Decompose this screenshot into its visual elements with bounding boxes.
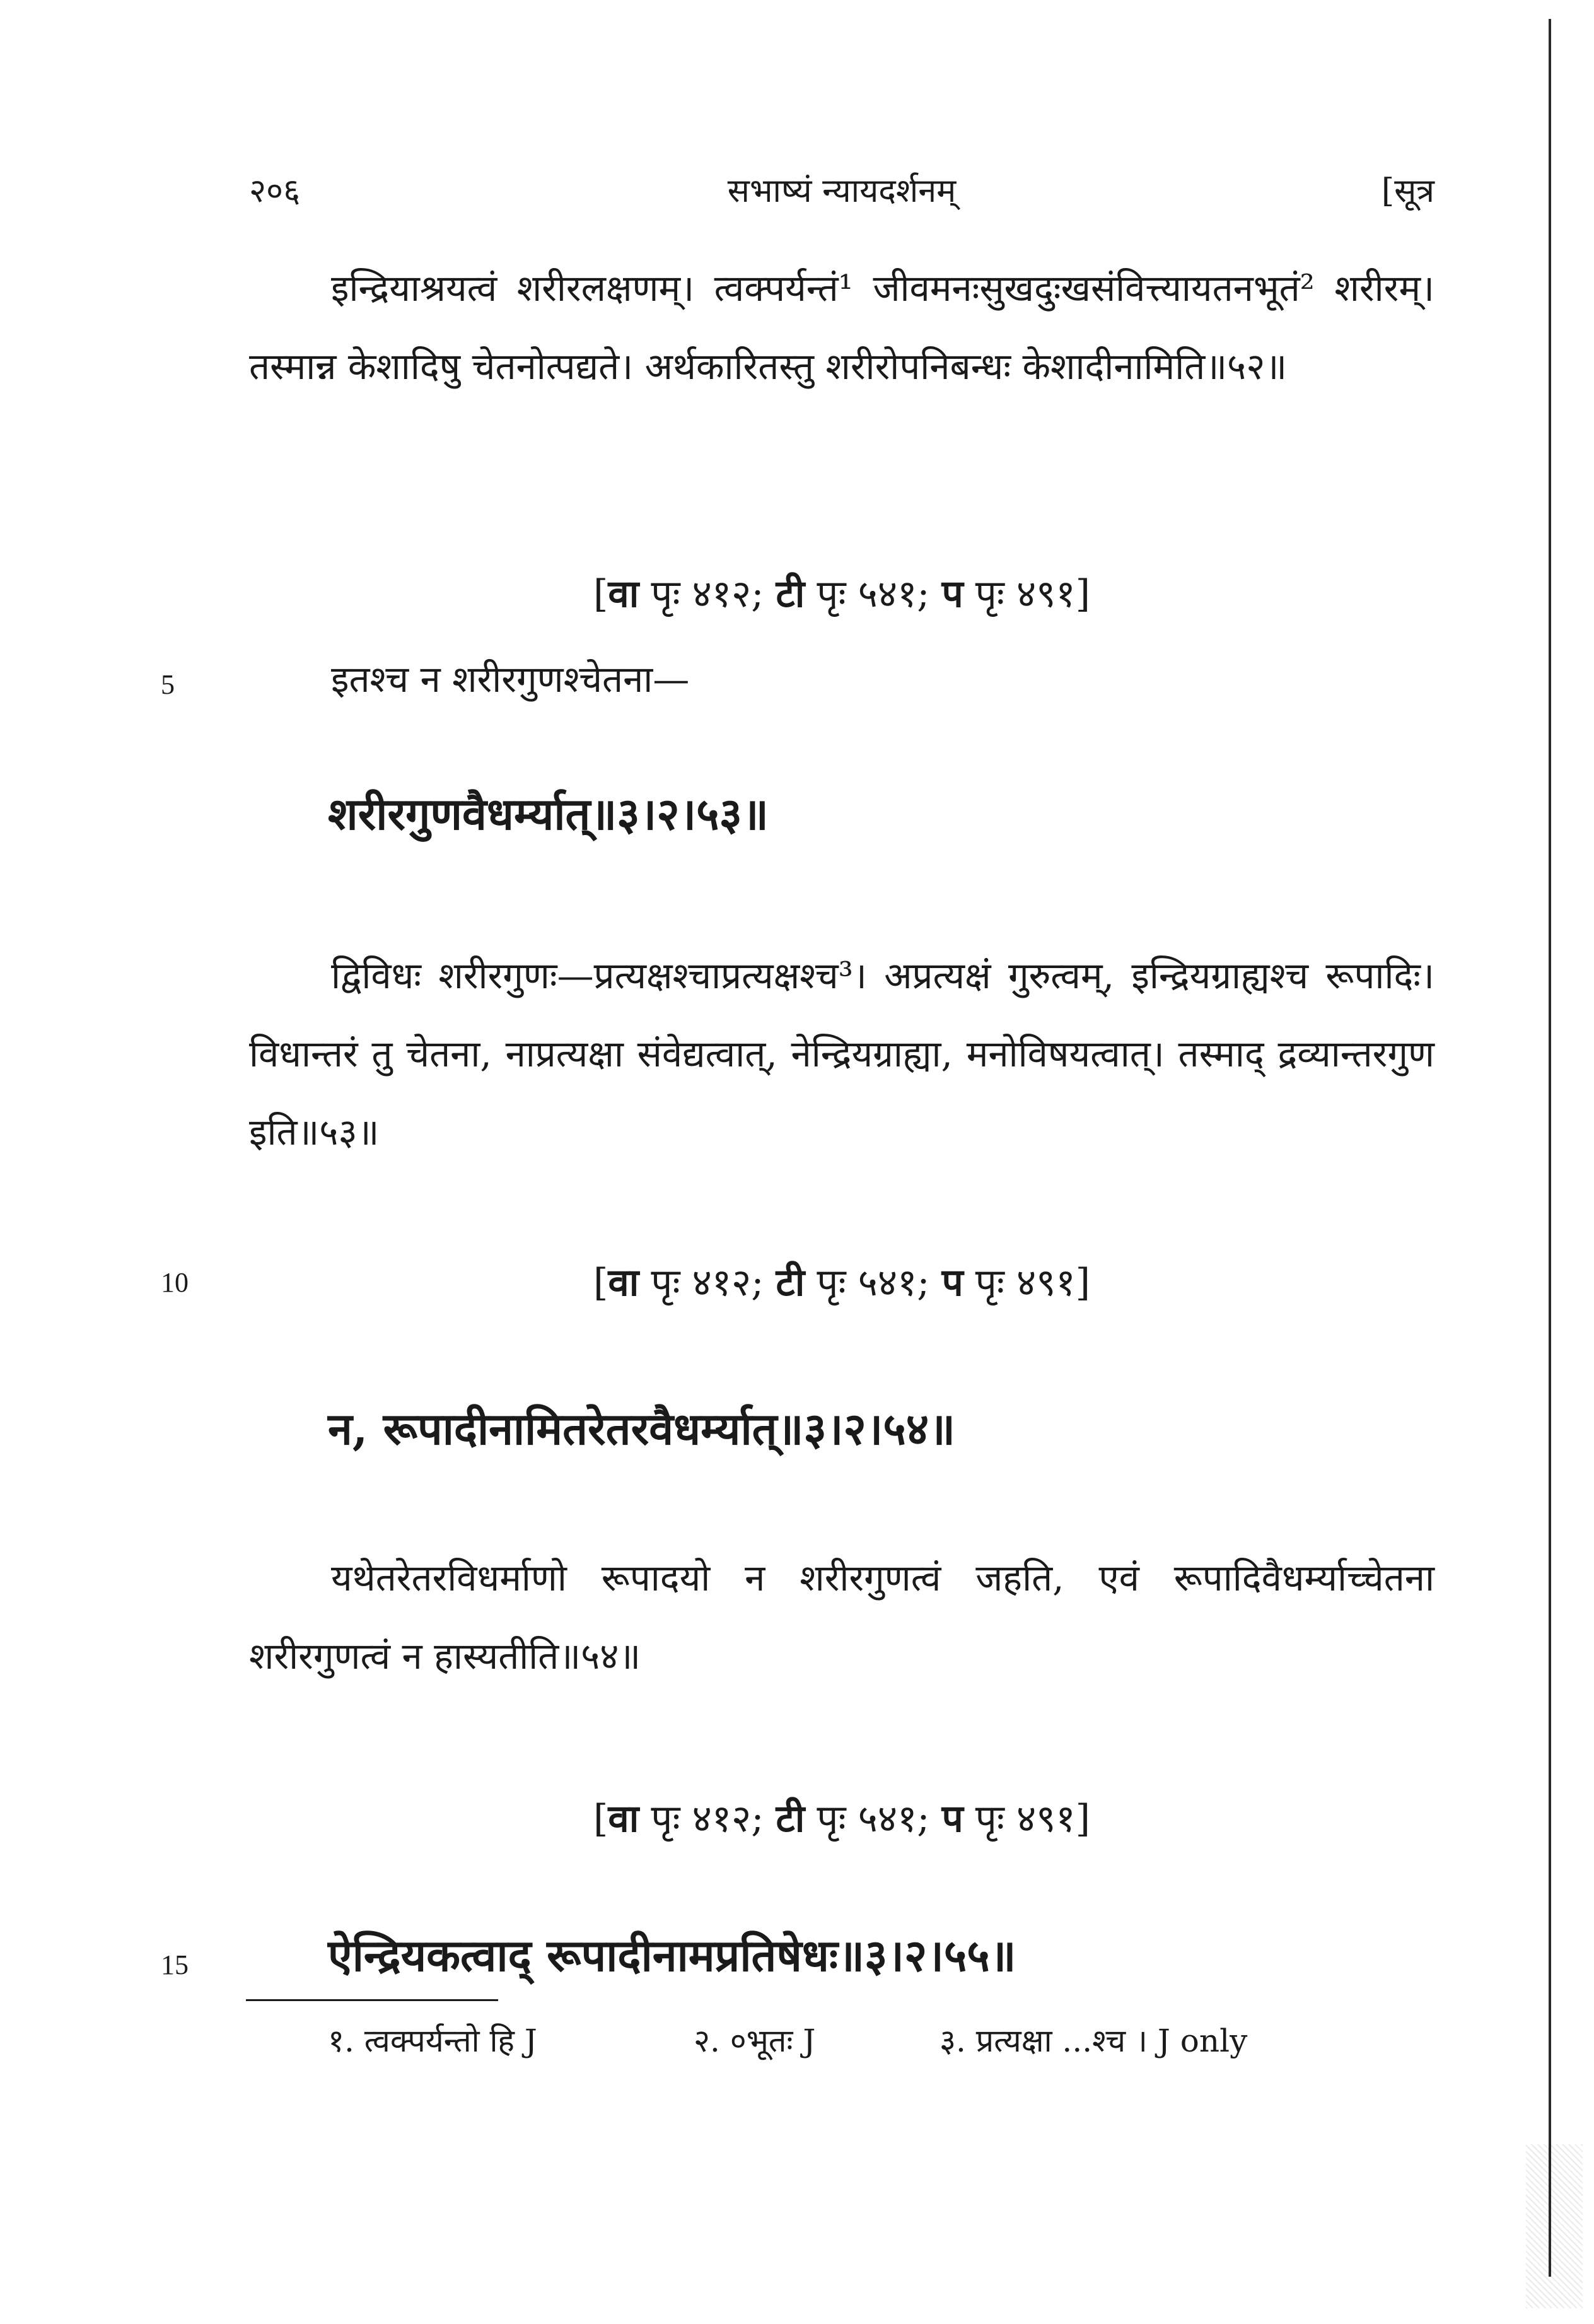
commentary-paragraph-53: द्विविधः शरीरगुणः—प्रत्यक्षश्चाप्रत्यक्षश्च³। अप्रत्यक्षं गुरुत्वम्, इन्द्रियग्राह्यश्च रूपादिः। विधान्तरं तु चेतना, नाप्रत्यक्षा संवेद्यत्वात्, नेन्द्रियग्राह्या, मनोविषयत्वात्। तस्माद् द्रव्यान्तरगुण इति॥५३॥ (249, 954, 1434, 1153)
ref-text: पृः ४१२; (639, 1797, 776, 1841)
ref-pa: प (941, 572, 963, 616)
ref-text: पृः ४१२; (639, 572, 776, 616)
footnote-2: २. ०भूतः J (694, 2023, 816, 2059)
reference-line-3 (249, 1791, 1434, 1843)
ref-text: पृः ५४१; (805, 1261, 942, 1305)
ref-ti: टी (776, 1261, 805, 1305)
sutra-3-2-55: ऐन्द्रियकत्वाद् रूपादीनामप्रतिषेधः॥३।२।५५॥ (328, 1929, 1016, 1982)
reference-line-1 (249, 566, 1434, 618)
ref-bracket: [ (593, 1261, 608, 1305)
ref-text: पृः ५४१; (805, 1797, 942, 1841)
scan-edge-line (1549, 19, 1551, 2277)
sutra-3-2-53: शरीरगुणवैधर्म्यात्॥३।२।५३॥ (328, 788, 769, 840)
ref-va: वा (608, 1261, 639, 1305)
footnote-rule (246, 1999, 498, 2001)
line-number-10: 10 (161, 1267, 189, 1298)
page-number: २०६ (249, 172, 301, 210)
ref-bracket: [ (593, 1797, 608, 1841)
lead-in-text: इतश्च न शरीरगुणश्चेतना— (331, 658, 690, 701)
ref-pa: प (941, 1261, 963, 1305)
section-marker: [सूत्र (1381, 172, 1434, 210)
ref-text: पृः ५४१; (805, 572, 942, 616)
ref-va: वा (608, 1797, 639, 1841)
ref-va: वा (608, 572, 639, 616)
line-number-15: 15 (161, 1949, 189, 1980)
commentary-paragraph-54: यथेतरेतरविधर्माणो रूपादयो न शरीरगुणत्वं जहति, एवं रूपादिवैधर्म्याच्चेतना शरीरगुणत्वं न हास्यतीति॥५४॥ (249, 1556, 1434, 1678)
footnote-1: १. त्वक्पर्यन्तो हि J (328, 2023, 537, 2059)
ref-ti: टी (776, 572, 805, 616)
ref-pa: प (941, 1797, 963, 1841)
running-header (249, 167, 1434, 218)
reference-line-2 (249, 1255, 1434, 1307)
ref-text: पृः ४९१] (963, 572, 1091, 616)
line-number-5: 5 (161, 669, 175, 700)
ref-bracket: [ (593, 572, 608, 616)
footnote-3: ३. प्रत्यक्षा ...श्च । J only (940, 2023, 1248, 2059)
scan-edge-speckle (1526, 2144, 1583, 2308)
ref-text: पृः ४९१] (963, 1797, 1091, 1841)
ref-text: पृः ४९१] (963, 1261, 1091, 1305)
commentary-paragraph-52: इन्द्रियाश्रयत्वं शरीरलक्षणम्। त्वक्पर्यन्तं¹ जीवमनःसुखदुःखसंवित्त्यायतनभूतं² शरीरम्। तस्मान्न केशादिषु चेतनोत्पद्यते। अर्थकारितस्तु शरीरोपनिबन्धः केशादीनामिति॥५२॥ (249, 267, 1434, 388)
ref-text: पृः ४१२; (639, 1261, 776, 1305)
running-title: सभाष्यं न्यायदर्शनम् (727, 172, 957, 210)
ref-ti: टी (776, 1797, 805, 1841)
sutra-3-2-54: न, रूपादीनामितरेतरवैधर्म्यात्॥३।२।५४॥ (328, 1403, 956, 1455)
